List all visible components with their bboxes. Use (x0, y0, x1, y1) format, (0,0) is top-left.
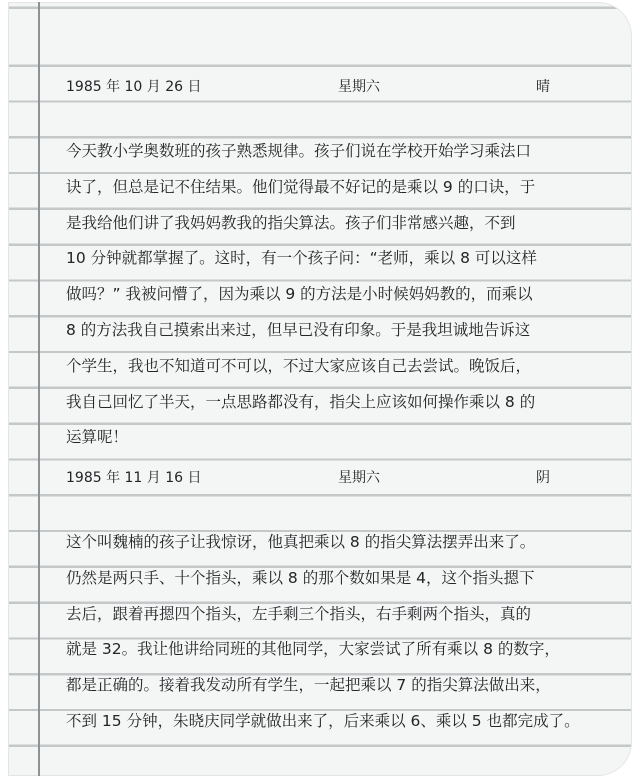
entry-2-weekday: 星期六 (338, 470, 380, 486)
entry-1-line: 诀了，但总是记不住结果。他们觉得最不好记的是乘以 9 的口诀，于 (66, 177, 536, 196)
entry-2-line: 都是正确的。接着我发动所有学生，一起把乘以 7 的指尖算法做出来， (66, 676, 551, 695)
entry-1-line: 做吗？” 我被问懵了，因为乘以 9 的方法是小时候妈妈教的，而乘以 (66, 285, 533, 304)
entry-1-header (66, 76, 586, 98)
entry-1-line: 8 的方法我自己摸索出来过，但早已没有印象。于是我坦诚地告诉这 (66, 320, 531, 339)
entry-1-body (66, 140, 586, 462)
entry-2-line: 这个叫魏楠的孩子让我惊讶，他真把乘以 8 的指尖算法摆弄出来了。 (66, 533, 536, 551)
entry-1-line: 是我给他们讲了我妈妈教我的指尖算法。孩子们非常感兴趣，不到 (66, 213, 516, 232)
entry-2-header (66, 467, 586, 489)
entry-1-line: 10 分钟就都掌握了。这时，有一个孩子问：“老师，乘以 8 可以这样 (66, 249, 537, 268)
entry-1-weekday: 星期六 (338, 79, 380, 95)
entry-2-date: 1985 年 11 月 16 日 (66, 470, 202, 486)
entry-1-weather: 晴 (536, 79, 550, 95)
entry-1-date: 1985 年 10 月 26 日 (66, 79, 202, 95)
entry-2-weather: 阴 (536, 470, 550, 486)
entry-2-body (66, 531, 586, 746)
entry-2-line: 去后，跟着再摁四个指头，左手剩三个指头，右手剩两个指头，真的 (66, 604, 532, 623)
entry-2-line: 就是 32。我让他讲给同班的其他同学，大家尝试了所有乘以 8 的数字， (66, 640, 560, 659)
entry-2-line: 仍然是两只手、十个指头，乘以 8 的那个数如果是 4，这个指头摁下 (66, 568, 535, 587)
entry-1-line: 个学生，我也不知道可不可以，不过大家应该自己去尝试。晚饭后， (66, 356, 532, 375)
entry-1-line: 运算呢！ (66, 428, 129, 447)
notebook-page (8, 2, 632, 776)
entry-1-line: 我自己回忆了半天，一点思路都没有，指尖上应该如何操作乘以 8 的 (66, 392, 536, 411)
margin-line (38, 2, 40, 776)
entry-1-line: 今天教小学奥数班的孩子熟悉规律。孩子们说在学校开始学习乘法口 (66, 142, 532, 160)
entry-2-line: 不到 15 分钟，朱晓庆同学就做出来了，后来乘以 6、乘以 5 也都完成了。 (66, 711, 580, 730)
